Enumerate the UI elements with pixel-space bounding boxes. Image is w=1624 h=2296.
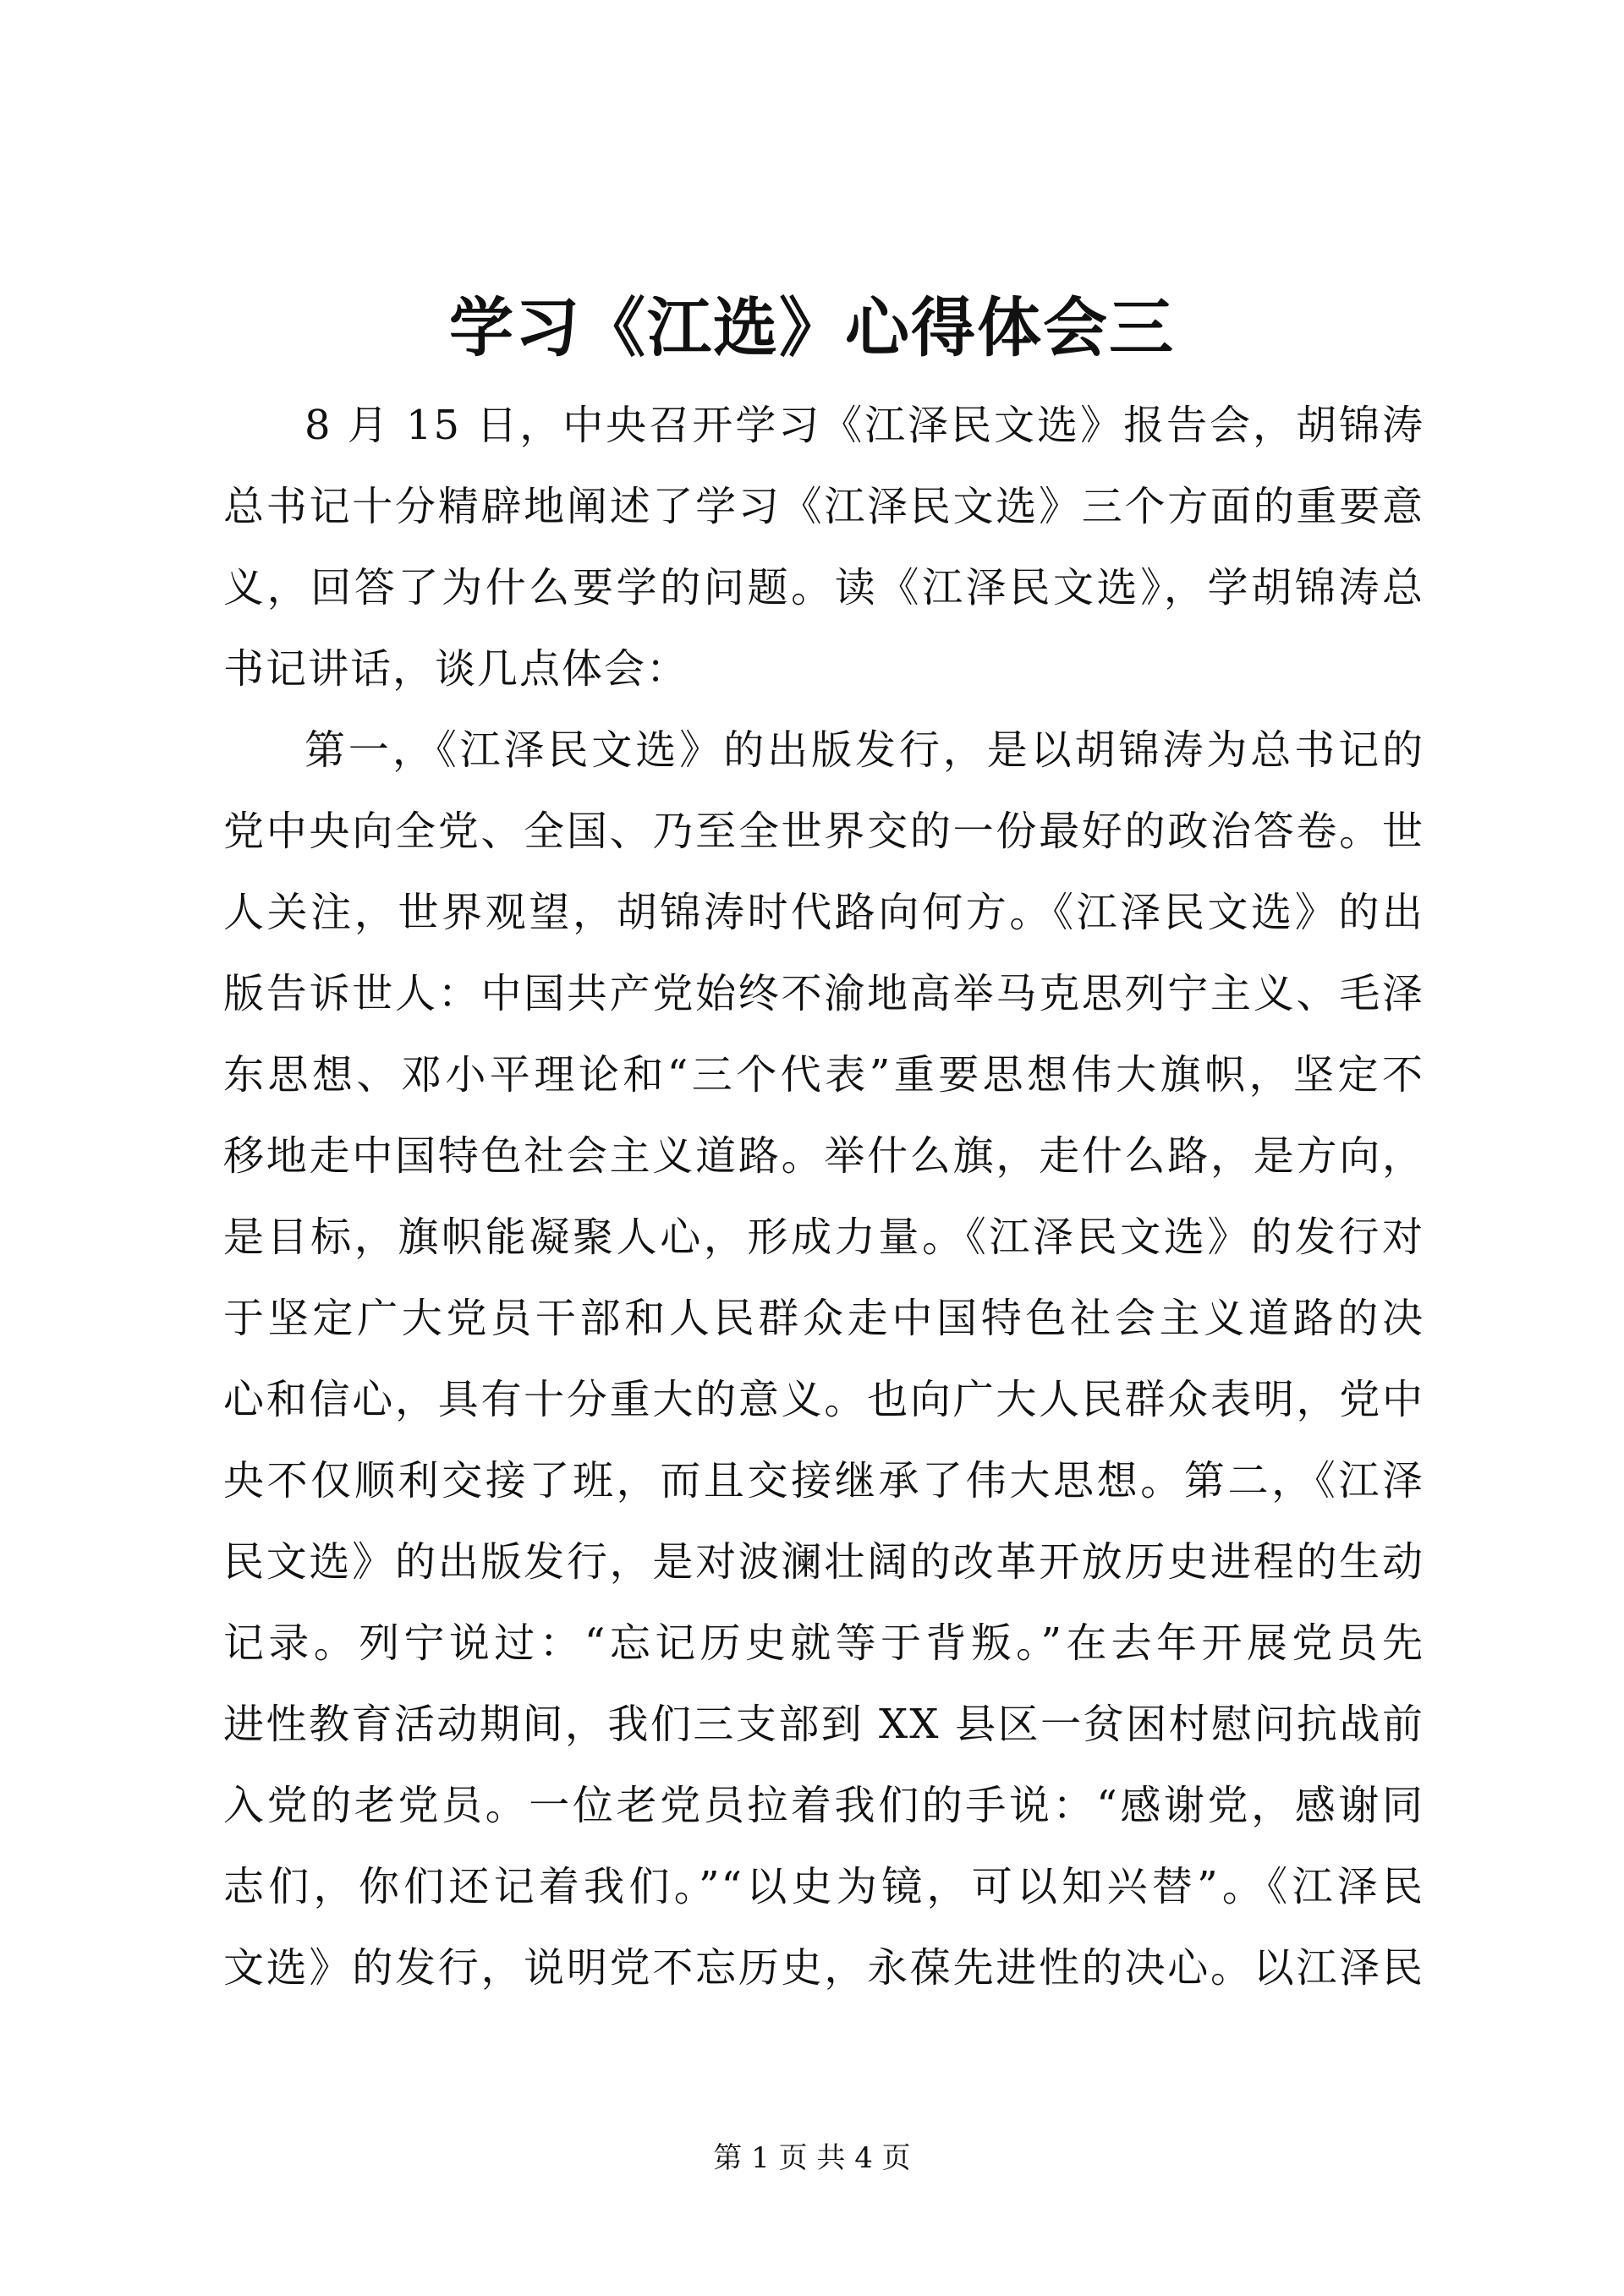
text-line: 入党的老党员。一位老党员拉着我们的手说：“感谢党，感谢同 <box>223 1782 1424 1829</box>
page-number-footer: 第 1 页 共 4 页 <box>713 2141 911 2175</box>
text-line: 移地走中国特色社会主义道路。举什么旗，走什么路，是方向， <box>223 1132 1424 1180</box>
text-line: 文选》的发行，说明党不忘历史，永葆先进性的决心。以江泽民 <box>223 1944 1424 1992</box>
document-body <box>223 385 1424 2008</box>
text-line: 央不仅顺利交接了班，而且交接继承了伟大思想。第二，《江泽 <box>223 1457 1424 1504</box>
text-line: 志们，你们还记着我们。”“以史为镜，可以知兴替”。《江泽民 <box>223 1863 1424 1910</box>
text-line: 第一，《江泽民文选》的出版发行，是以胡锦涛为总书记的 <box>304 726 1424 774</box>
text-line: 于坚定广大党员干部和人民群众走中国特色社会主义道路的决 <box>223 1295 1424 1342</box>
document-title: 学习《江选》心得体会三 <box>449 290 1175 365</box>
text-line: 义，回答了为什么要学的问题。读《江泽民文选》，学胡锦涛总 <box>223 564 1424 611</box>
text-line: 东思想、邓小平理论和“三个代表”重要思想伟大旗帜，坚定不 <box>223 1051 1424 1099</box>
text-line: 总书记十分精辟地阐述了学习《江泽民文选》三个方面的重要意 <box>223 483 1424 530</box>
text-line: 书记讲话，谈几点体会： <box>223 645 689 693</box>
text-line: 民文选》的出版发行，是对波澜壮阔的改革开放历史进程的生动 <box>223 1538 1424 1586</box>
text-line: 心和信心，具有十分重大的意义。也向广大人民群众表明，党中 <box>223 1376 1424 1423</box>
text-line: 党中央向全党、全国、乃至全世界交的一份最好的政治答卷。世 <box>223 808 1424 855</box>
text-line: 进性教育活动期间，我们三支部到 XX 县区一贫困村慰问抗战前 <box>223 1701 1424 1748</box>
text-line: 是目标，旗帜能凝聚人心，形成力量。《江泽民文选》的发行对 <box>223 1214 1424 1261</box>
text-line: 版告诉世人：中国共产党始终不渝地高举马克思列宁主义、毛泽 <box>223 970 1424 1017</box>
text-line: 记录。列宁说过：“忘记历史就等于背叛。”在去年开展党员先 <box>223 1619 1424 1667</box>
text-line: 人关注，世界观望，胡锦涛时代路向何方。《江泽民文选》的出 <box>223 889 1424 936</box>
text-line: 8 月 15 日，中央召开学习《江泽民文选》报告会，胡锦涛 <box>304 402 1424 449</box>
